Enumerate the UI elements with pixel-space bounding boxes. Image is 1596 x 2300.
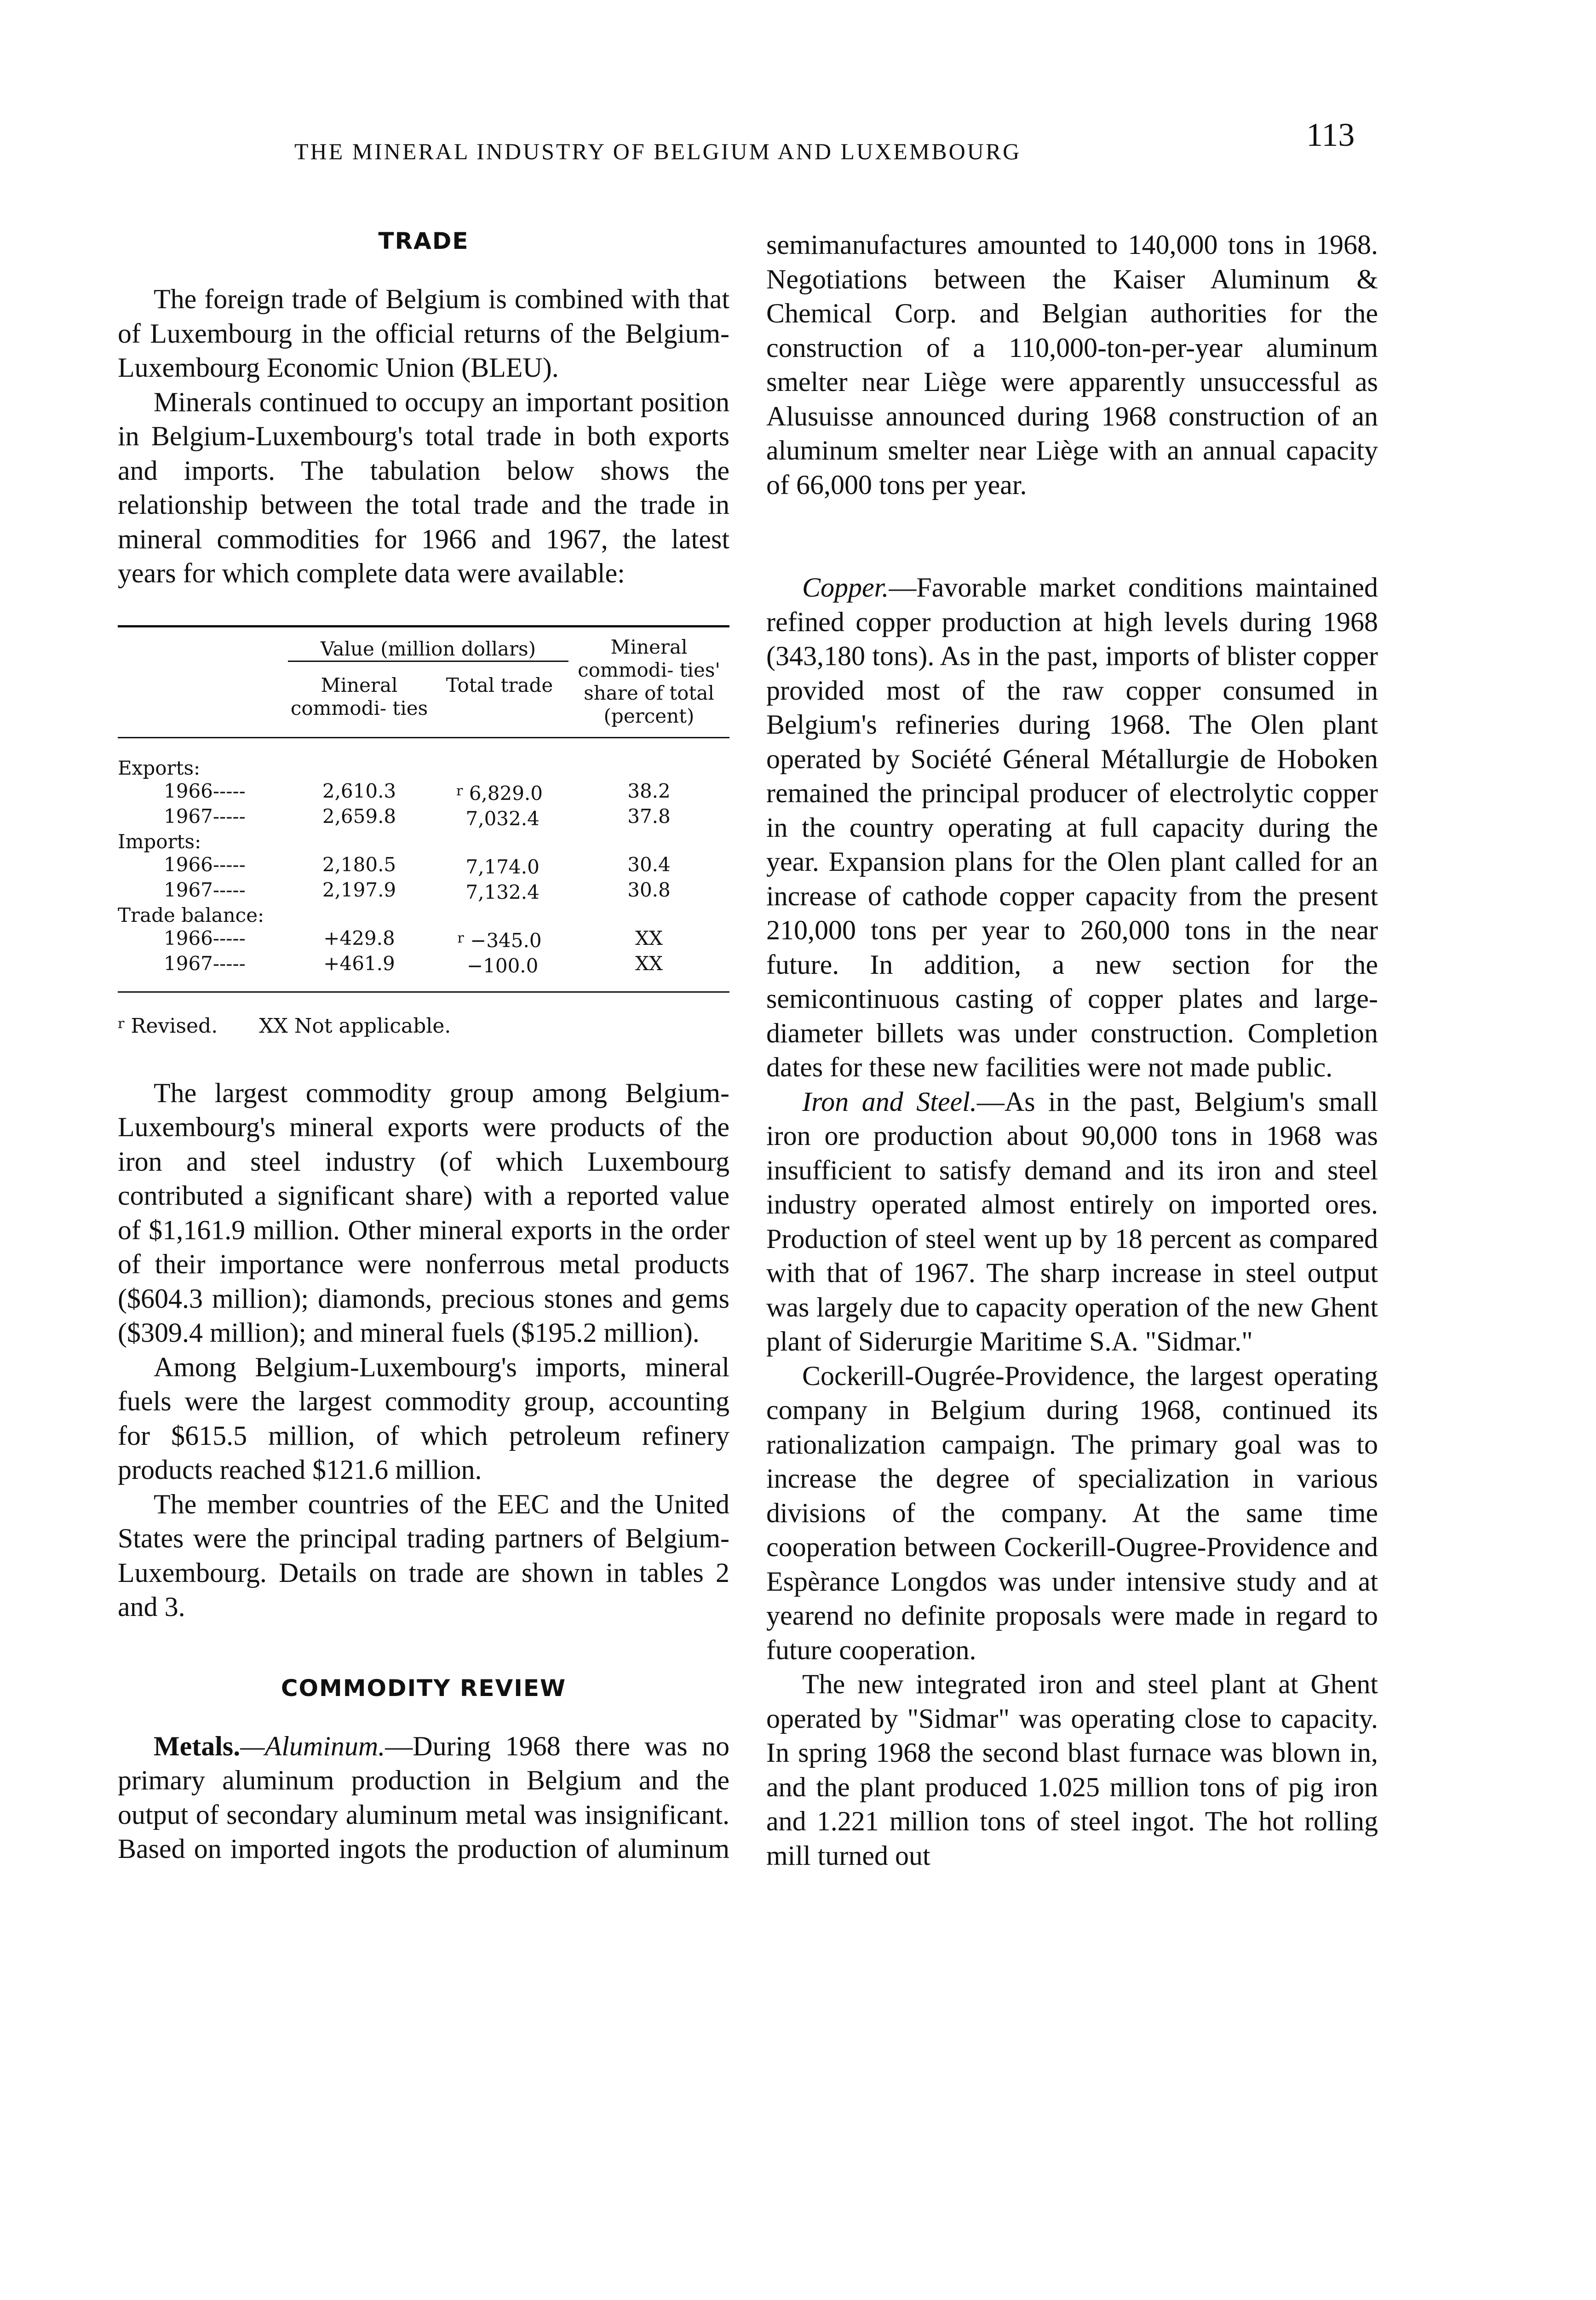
trade-paragraph-1: The foreign trade of Belgium is combined with that of Luxembourg in the official returns of the Belgium-Luxembourg Economic Union (BLEU). <box>118 284 729 383</box>
column-header-total: Total trade <box>446 674 553 697</box>
table-cell-total: 7,132.4 <box>465 880 540 903</box>
table-cell-year: 1967----- <box>164 952 246 975</box>
trade-paragraph-2: Minerals continued to occupy an important position in Belgium-Luxembourg's total trade in both exports and imports. The tabulation below shows the relationship between the total trade and the trade in mineral commodities for 1966 and 1967, the latest years for which complete data were available: <box>118 386 729 588</box>
table-cell-year: 1966----- <box>164 779 246 802</box>
table-cell-total: 6,829.0 <box>469 782 543 805</box>
column-header-share: Mineral commodi- ties' share of total (percent) <box>578 635 720 727</box>
footnote-not-applicable: XX Not applicable. <box>259 1014 451 1038</box>
table-cell-share: 37.8 <box>627 805 671 828</box>
table-cell-year: 1966----- <box>164 926 246 949</box>
aluminum-text-continued: semimanufactures amounted to 140,000 tons in 1968. Negotiations between the Kaiser Aluminum & Chemical Corp. and Belgian authorities for the construction of a 110,000-ton-per-year aluminum smelter near Liège were apparently unsuccessful as Alusuisse announced during 1968 construction of an aluminum smelter near Liège with an annual capacity of 66,000 tons per year. <box>766 230 1378 500</box>
aluminum-continued <box>766 228 1378 570</box>
copper-paragraph <box>766 570 1378 1085</box>
table-row-group <box>118 904 729 927</box>
footnote-revised: Revised. <box>131 1014 218 1038</box>
table-row <box>118 879 729 904</box>
table-row-group <box>118 830 729 853</box>
commodity-review-heading: COMMODITY REVIEW <box>281 1674 567 1702</box>
row-group-label: Exports: <box>118 756 201 779</box>
aluminum-paragraph <box>118 1729 729 1867</box>
table-cell-year: 1967----- <box>164 805 246 828</box>
trade-heading: TRADE <box>378 228 469 254</box>
table-cell-mineral: +461.9 <box>323 952 395 975</box>
row-group-label: Imports: <box>118 830 201 853</box>
table-row-group <box>118 738 729 780</box>
right-column <box>766 228 1378 1873</box>
trade-table <box>118 625 729 1039</box>
table-cell-share: XX <box>635 952 663 975</box>
table-cell-total: −345.0 <box>470 929 542 952</box>
row-group-label: Trade balance: <box>118 903 264 926</box>
footnote-mark: r <box>118 1015 125 1032</box>
trade-paragraph-5: The member countries of the EEC and the United States were the principal trading partners of Belgium-Luxembourg. Details on trade are shown in tables 2 and 3. <box>118 1489 729 1622</box>
table-row <box>118 927 729 952</box>
table-cell-share: 30.4 <box>627 853 671 876</box>
metals-label: Metals. <box>154 1731 241 1761</box>
table-cell-mineral: 2,659.8 <box>322 805 396 828</box>
table-cell-total: −100.0 <box>466 954 539 977</box>
table-row <box>118 853 729 879</box>
trade-paragraph-3: The largest commodity group among Belgium-Luxembourg's mineral exports were products of the iron and steel industry (of which Luxembourg contributed a significant share) with a reported value of $1,161.9 million. Other mineral exports in the order of their importance were nonferrous metal products ($604.3 million); diamonds, precious stones and gems ($309.4 million); and mineral fuels ($195.2 million). <box>118 1077 729 1348</box>
table-cell-total: 7,032.4 <box>465 807 540 830</box>
ghent-plant-paragraph: The new integrated iron and steel plant at Ghent operated by "Sidmar" was operating close to capacity. In spring 1968 the second blast furnace was blown in, and the plant produced 1.025 million tons of pig iron and 1.221 million tons of steel ingot. The hot rolling mill turned out <box>766 1669 1378 1871</box>
table-row <box>118 805 729 830</box>
iron-steel-label: Iron and Steel. <box>802 1086 977 1117</box>
copper-label: Copper. <box>802 572 889 603</box>
table-cell-year: 1966----- <box>164 853 246 876</box>
copper-text: —Favorable market conditions maintained refined copper production at high levels during 1968 (343,180 tons). As in the past, imports of blister copper provided most of the raw copper consumed in Belgium's refineries during 1968. The Olen plant operated by Société Géneral Métallurgie de Hoboken remained the principal producer of electrolytic copper in the country operating at full capacity during the year. Expansion plans for the Olen plant called for an increase of cathode copper capacity from the present 210,000 tons per year to 260,000 tons in the near future. In addition, a new section for the semicontinuous casting of copper plates and large-diameter billets was under construction. Completion dates for these new facilities were not made public. <box>766 572 1378 1082</box>
table-cell-year: 1967----- <box>164 878 246 901</box>
cockerill-paragraph: Cockerill-Ougrée-Providence, the largest operating company in Belgium during 1968, continued its rationalization campaign. The primary goal was to increase the degree of specialization in various divisions of the company. At the same time cooperation between Cockerill-Ougree-Providence and Espèrance Longdos was under intensive study and at yearend no definite proposals were made in regard to future cooperation. <box>766 1360 1378 1665</box>
left-column <box>118 228 729 1867</box>
table-row <box>118 952 729 991</box>
table-cell-share: 38.2 <box>627 779 671 802</box>
table-cell-mineral: 2,197.9 <box>322 878 396 901</box>
iron-steel-text: —As in the past, Belgium's small iron ore production about 90,000 tons in 1968 was insufficient to satisfy demand and its iron and steel industry operated almost entirely on imported ores. Production of steel went up by 18 percent as compared with that of 1967. The sharp increase in steel output was largely due to capacity operation of the new Ghent plant of Siderurgie Maritime S.A. "Sidmar." <box>766 1086 1378 1357</box>
column-header-mineral: Mineral commodi- ties <box>290 674 428 720</box>
revised-mark: r <box>457 930 464 946</box>
running-head: THE MINERAL INDUSTRY OF BELGIUM AND LUXEMBOURG <box>294 138 1022 164</box>
page-number: 113 <box>1306 116 1355 153</box>
table-cell-share: XX <box>635 926 663 949</box>
table-cell-share: 30.8 <box>627 878 671 901</box>
table-cell-mineral: +429.8 <box>323 926 395 949</box>
table-cell-mineral: 2,610.3 <box>322 779 396 802</box>
table-row <box>118 780 729 805</box>
table-bottom-rule <box>118 991 729 993</box>
table-cell-mineral: 2,180.5 <box>322 853 396 876</box>
table-cell-total: 7,174.0 <box>465 855 540 878</box>
trade-paragraph-4: Among Belgium-Luxembourg's imports, mineral fuels were the largest commodity group, accounting for $615.5 million, of which petroleum refinery products reached $121.6 million. <box>118 1351 729 1485</box>
revised-mark: r <box>456 782 463 799</box>
aluminum-label: —Aluminum. <box>240 1731 385 1761</box>
table-footnote <box>118 1011 729 1039</box>
aluminum-text: —During 1968 there was no primary aluminum production in Belgium and the output of secondary aluminum metal was insignificant. Based on imported ingots the production of aluminum <box>118 1731 729 1864</box>
iron-steel-paragraph <box>766 1085 1378 1359</box>
column-group-header: Value (million dollars) <box>288 638 568 662</box>
